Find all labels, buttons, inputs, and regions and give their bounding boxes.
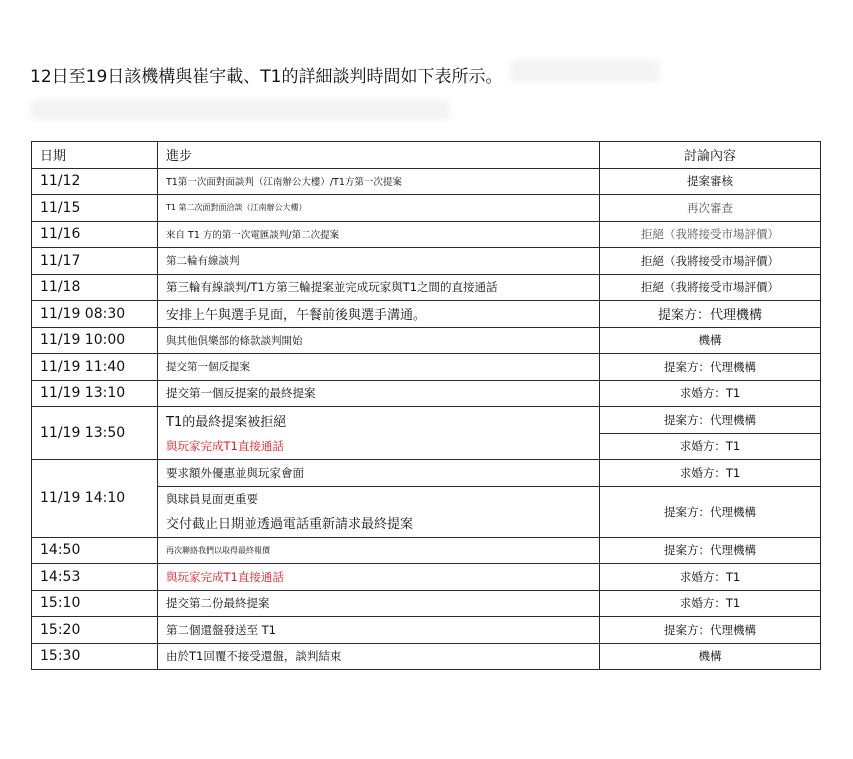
table-row — [32, 380, 821, 407]
date-cell: 15:10 — [32, 590, 158, 617]
date-cell: 11/19 13:50 — [32, 407, 158, 460]
header-date: 日期 — [32, 142, 158, 169]
progress-line: 與球員見面更重要 — [166, 491, 258, 506]
table-row — [32, 617, 821, 644]
discussion-cell: 拒絕（我將接受市場評價） — [600, 221, 821, 248]
progress-cell: 由於T1回覆不接受還盤，談判結束 — [158, 643, 600, 670]
table-row — [32, 168, 821, 195]
table-row — [32, 590, 821, 617]
discussion-cell: 求婚方：T1 — [600, 590, 821, 617]
date-cell: 11/18 — [32, 274, 158, 301]
table-row — [32, 407, 821, 434]
table-header-row — [32, 142, 821, 169]
discussion-cell: 機構 — [600, 643, 821, 670]
progress-cell: 第二輪有線談判 — [158, 248, 600, 275]
discussion-cell: 拒絕（我將接受市場評價） — [600, 274, 821, 301]
table-row — [32, 327, 821, 354]
progress-cell: 與其他俱樂部的條款談判開始 — [158, 327, 600, 354]
date-cell: 11/17 — [32, 248, 158, 275]
discussion-cell: 提案方：代理機構 — [600, 354, 821, 381]
progress-cell-highlight: 與玩家完成T1直接通話 — [158, 564, 600, 591]
discussion-cell: 提案方：代理機構 — [600, 617, 821, 644]
blurred-region — [510, 60, 660, 82]
date-cell: 11/19 14:10 — [32, 460, 158, 538]
table-row — [32, 537, 821, 564]
progress-cell: 提交第一個反提案的最終提案 — [158, 380, 600, 407]
progress-cell: 第二個還盤發送至 T1 — [158, 617, 600, 644]
discussion-cell: 機構 — [600, 327, 821, 354]
table-row — [32, 643, 821, 670]
progress-cell: T1第一次面對面談判（江南辦公大樓）/T1方第一次提案 — [158, 168, 600, 195]
progress-cell-multi — [158, 486, 600, 537]
progress-cell: T1 第二次面對面洽談（江南辦公大樓） — [158, 195, 600, 222]
discussion-cell: 提案審核 — [600, 168, 821, 195]
progress-cell-highlight: 與玩家完成T1直接通話 — [158, 433, 600, 460]
date-cell: 11/19 10:00 — [32, 327, 158, 354]
date-cell: 15:20 — [32, 617, 158, 644]
date-cell: 11/19 13:10 — [32, 380, 158, 407]
discussion-cell: 提案方：代理機構 — [600, 301, 821, 328]
discussion-cell: 拒絕（我將接受市場評價） — [600, 248, 821, 275]
negotiation-table — [31, 141, 821, 670]
date-cell: 11/19 08:30 — [32, 301, 158, 328]
discussion-cell: 再次審查 — [600, 195, 821, 222]
discussion-cell: 求婚方：T1 — [600, 460, 821, 487]
progress-line: 交付截止日期並透過電話重新請求最終提案 — [166, 516, 414, 532]
header-progress: 進步 — [158, 142, 600, 169]
discussion-cell: 提案方：代理機構 — [600, 486, 821, 537]
table-row — [32, 460, 821, 487]
progress-cell: 提交第一個反提案 — [158, 354, 600, 381]
date-cell: 11/12 — [32, 168, 158, 195]
progress-cell: 安排上午與選手見面，午餐前後與選手溝通。 — [158, 301, 600, 328]
date-cell: 11/16 — [32, 221, 158, 248]
discussion-cell: 求婚方：T1 — [600, 433, 821, 460]
header-discussion: 討論內容 — [600, 142, 821, 169]
table-row — [32, 301, 821, 328]
table-row — [32, 248, 821, 275]
table-row — [32, 274, 821, 301]
progress-cell: 來自 T1 方的第一次電匯談判/第二次提案 — [158, 221, 600, 248]
blurred-region — [30, 100, 450, 120]
discussion-cell: 求婚方：T1 — [600, 380, 821, 407]
date-cell: 14:50 — [32, 537, 158, 564]
table-row — [32, 195, 821, 222]
progress-cell: 提交第二份最終提案 — [158, 590, 600, 617]
discussion-cell: 求婚方：T1 — [600, 564, 821, 591]
progress-cell: 要求額外優惠並與玩家會面 — [158, 460, 600, 487]
page-heading: 12日至19日該機構與崔宇載、T1的詳細談判時間如下表所示。 — [30, 67, 503, 87]
date-cell: 14:53 — [32, 564, 158, 591]
date-cell: 15:30 — [32, 643, 158, 670]
progress-cell: 第三輪有線談判/T1方第三輪提案並完成玩家與T1之間的直接通話 — [158, 274, 600, 301]
date-cell: 11/19 11:40 — [32, 354, 158, 381]
date-cell: 11/15 — [32, 195, 158, 222]
progress-cell: 再次聯絡我們以取得最終報價 — [158, 537, 600, 564]
table-row — [32, 564, 821, 591]
discussion-cell: 提案方：代理機構 — [600, 537, 821, 564]
discussion-cell: 提案方：代理機構 — [600, 407, 821, 434]
table-row — [32, 221, 821, 248]
table-row — [32, 354, 821, 381]
progress-cell: T1的最終提案被拒絕 — [158, 407, 600, 434]
